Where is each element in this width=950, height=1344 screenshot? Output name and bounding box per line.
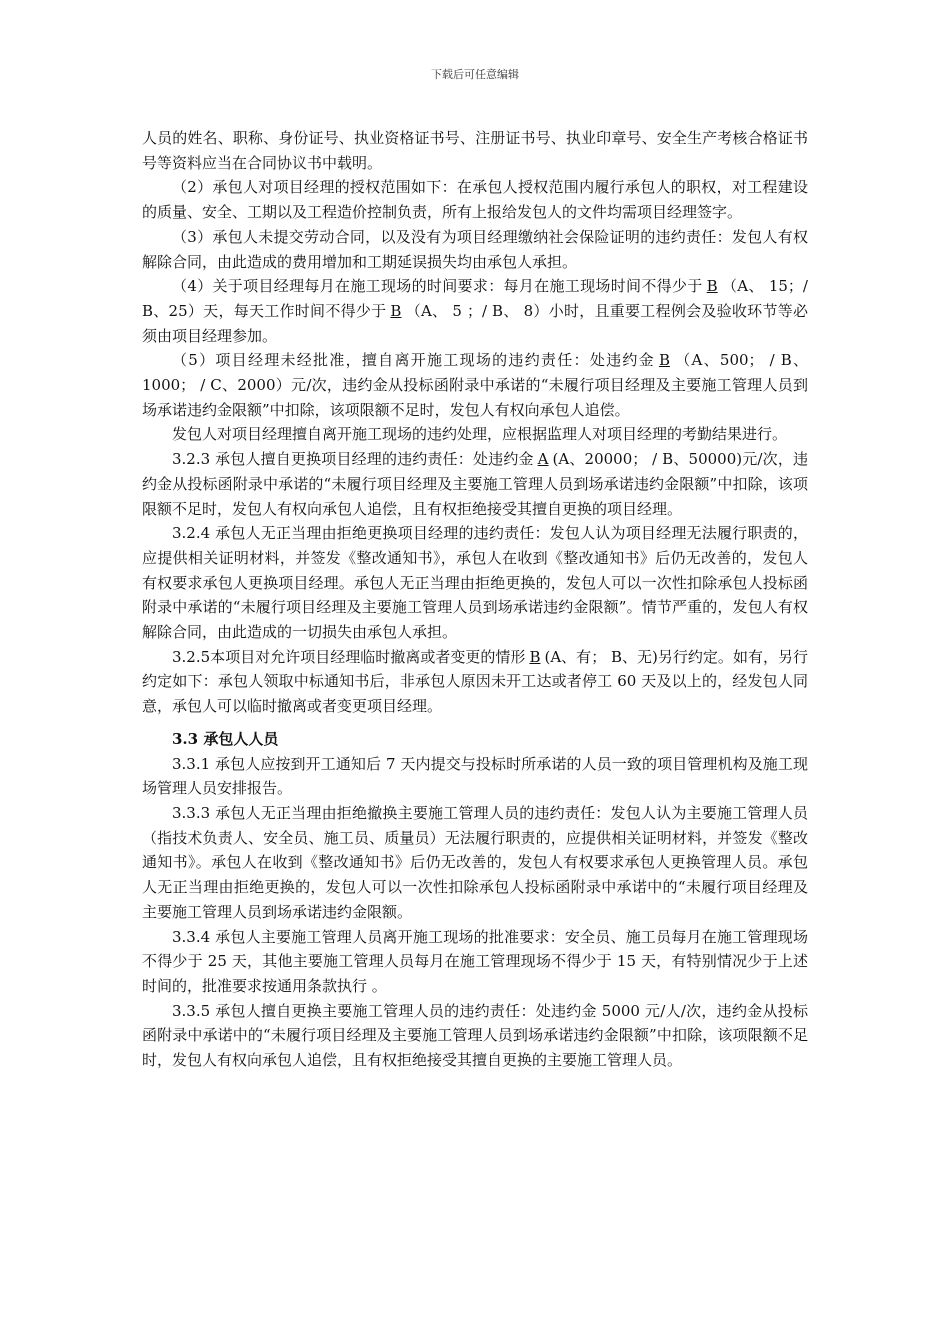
paragraph-4 xyxy=(142,274,808,348)
paragraph-5-text-b: （A、500； / B、1000； / C、2000）元/次，违约金从投标函附录中承诺的“未履行项目经理及主要施工管理人员到场承诺违约金限额”中扣除，该项限额不足时，发包人有权向承包人追偿。 xyxy=(142,351,809,419)
blank-answer-4: A xyxy=(537,450,549,469)
blank-answer-2: B xyxy=(390,301,402,320)
paragraph-4-text-b: （A、 15；/ B、25）天，每天工作时间不得少于 xyxy=(142,277,808,320)
paragraph-9 xyxy=(142,645,808,719)
paragraph-4-text-c: （A、 5 ；/ B、 8）小时，且重要工程例会及验收环节等必须由项目经理参加。 xyxy=(142,301,808,345)
paragraph-7 xyxy=(142,447,808,521)
blank-answer-5: B xyxy=(529,647,541,666)
paragraph-7-text-b: (A、20000； / B、50000)元/次，违约金从投标函附录中承诺的“未履行项目经理及主要施工管理人员到场承诺违约金限额”中扣除，该项限额不足时，发包人有权向承包人追偿，且有权拒绝接受其擅自更换的项目经理。 xyxy=(142,450,808,518)
paragraph-10: 3.3.1 承包人应按到开工通知后 7 天内提交与投标时所承诺的人员一致的项目管理机构及施工现场管理人员安排报告。 xyxy=(142,754,808,798)
blank-answer-1: B xyxy=(706,277,718,296)
paragraph-8: 3.2.4 承包人无正当理由拒绝更换项目经理的违约责任：发包人认为项目经理无法履行职责的，应提供相关证明材料，并签发《整改通知书》，承包人在收到《整改通知书》后仍无改善的，发包人有权要求承包人更换项目经理。承包人无正当理由拒绝更换的，发包人可以一次性扣除承包人投标函附录中承诺的“未履行项目经理及主要施工管理人员到场承诺违约金限额”。情节严重的，发包人有权解除合同，由此造成的一切损失由承包人承担。 xyxy=(142,524,808,642)
blank-answer-3: B xyxy=(658,351,670,370)
paragraph-1: 人员的姓名、职称、身份证号、执业资格证书号、注册证书号、执业印章号、安全生产考核合格证书号等资料应当在合同协议书中载明。 xyxy=(142,129,808,172)
section-heading-3-3: 3.3 承包人人员 xyxy=(172,729,279,748)
paragraph-9-text-b: (A、有； B、无)另行约定。如有，另行约定如下：承包人领取中标通知书后，非承包人原因未开工达或者停工 60 天及以上的，经发包人同意，承包人可以临时撤离或者变更项目经理。 xyxy=(142,647,808,716)
paragraph-2: （2）承包人对项目经理的授权范围如下：在承包人授权范围内履行承包人的职权，对工程建设的质量、安全、工期以及工程造价控制负责，所有上报给发包人的文件均需项目经理签字。 xyxy=(142,178,808,222)
paragraph-5 xyxy=(142,348,808,422)
page-header: 下载后可任意编辑 xyxy=(431,68,519,81)
document-body xyxy=(142,126,808,1073)
paragraph-5-text-a: （5）项目经理未经批准，擅自离开施工现场的违约责任：处违约金 xyxy=(172,351,655,370)
paragraph-7-text-a: 3.2.3 承包人擅自更换项目经理的违约责任：处违约金 xyxy=(172,450,534,469)
paragraph-11: 3.3.3 承包人无正当理由拒绝撤换主要施工管理人员的违约责任：发包人认为主要施工管理人员（指技术负责人、安全员、施工员、质量员）无法履行职责的，应提供相关证明材料，并签发《整改通知书》。承包人在收到《整改通知书》后仍无改善的，发包人有权要求承包人更换管理人员。承包人无正当理由拒绝更换的，发包人可以一次性扣除承包人投标函附录中承诺中的“未履行项目经理及主要施工管理人员到场承诺违约金限额。 xyxy=(142,803,808,921)
paragraph-4-text-a: （4）关于项目经理每月在施工现场的时间要求：每月在施工现场时间不得少于 xyxy=(172,277,703,296)
paragraph-9-text-a: 3.2.5本项目对允许项目经理临时撤离或者变更的情形 xyxy=(172,647,526,666)
paragraph-6: 发包人对项目经理擅自离开施工现场的违约处理，应根据监理人对项目经理的考勤结果进行。 xyxy=(172,425,788,444)
paragraph-12: 3.3.4 承包人主要施工管理人员离开施工现场的批准要求：安全员、施工员每月在施工管理现场不得少于 25 天，其他主要施工管理人员每月在施工管理现场不得少于 15 天，有特别情况少于上述时间的，批准要求按通用条款执行 。 xyxy=(142,927,808,995)
paragraph-3: （3）承包人未提交劳动合同，以及没有为项目经理缴纳社会保险证明的违约责任：发包人有权解除合同，由此造成的费用增加和工期延误损失均由承包人承担。 xyxy=(142,227,808,271)
paragraph-13: 3.3.5 承包人擅自更换主要施工管理人员的违约责任：处违约金 5000 元/人/次，违约金从投标函附录中承诺中的“未履行项目经理及主要施工管理人员到场承诺违约金限额”中扣除，该项限额不足时，发包人有权向承包人追偿，且有权拒绝接受其擅自更换的主要施工管理人员。 xyxy=(142,1001,808,1070)
